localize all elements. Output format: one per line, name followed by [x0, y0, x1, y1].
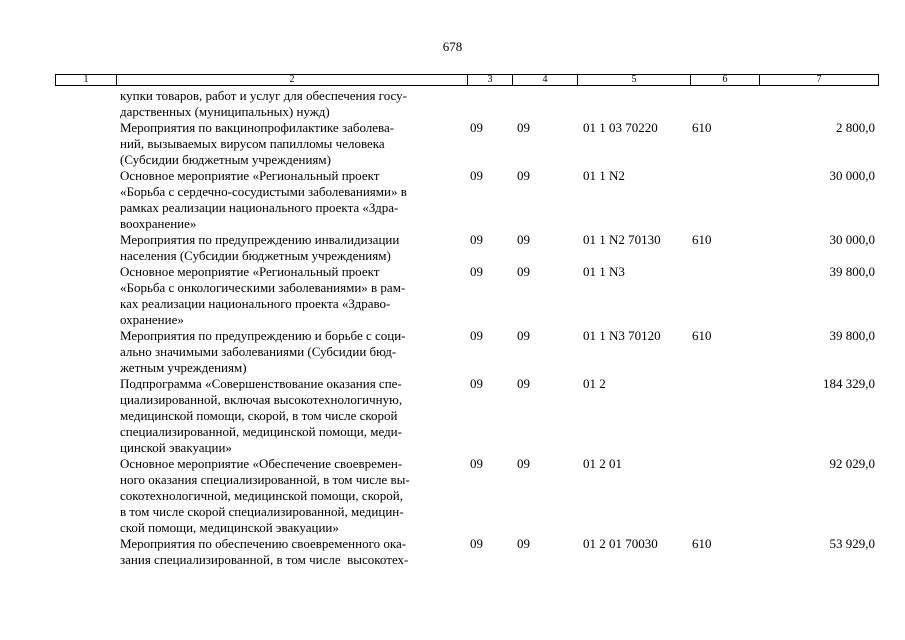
table-row — [0, 264, 905, 328]
row-expense-type-code: 610 — [692, 232, 712, 247]
description-line: Мероприятия по вакцинопрофилактике заболева- — [120, 120, 395, 135]
header-col-5: 5 — [577, 75, 690, 85]
row-subsection-code: 09 — [517, 376, 530, 391]
description-line: охранение» — [120, 312, 184, 327]
description-line: ской помощи, медицинской эвакуации» — [120, 520, 339, 535]
description-line: Основное мероприятие «Региональный проект — [120, 264, 380, 279]
row-amount: 2 800,0 — [836, 120, 875, 135]
row-section-code: 09 — [470, 168, 483, 183]
row-section-code: 09 — [470, 328, 483, 343]
header-col-7: 7 — [759, 75, 878, 85]
description-line: рамках реализации национального проекта «Здра- — [120, 200, 399, 215]
description-line: зания специализированной, в том числе высокотех- — [120, 552, 409, 567]
row-target-article-code: 01 1 N2 70130 — [583, 232, 661, 247]
description-line: Мероприятия по предупреждению инвалидизации — [120, 232, 400, 247]
table-row — [0, 88, 905, 120]
row-target-article-code: 01 1 N3 70120 — [583, 328, 661, 343]
row-subsection-code: 09 — [517, 536, 530, 551]
description-line: ного оказания специализированной, в том числе вы- — [120, 472, 410, 487]
row-description — [120, 376, 460, 456]
row-subsection-code: 09 — [517, 456, 530, 471]
row-amount: 184 329,0 — [823, 376, 875, 391]
header-col-1: 1 — [83, 74, 89, 85]
description-line: Мероприятия по предупреждению и борьбе с соци- — [120, 328, 406, 343]
description-line: купки товаров, работ и услуг для обеспечения госу- — [120, 88, 407, 103]
row-section-code: 09 — [470, 536, 483, 551]
description-line: Мероприятия по обеспечению своевременного ока- — [120, 536, 407, 551]
row-subsection-code: 09 — [517, 328, 530, 343]
row-target-article-code: 01 1 N2 — [583, 168, 625, 183]
row-expense-type-code: 610 — [692, 120, 712, 135]
description-line: цинской эвакуации» — [120, 440, 232, 455]
table-row — [0, 120, 905, 168]
description-line: Подпрограмма «Совершенствование оказания спе- — [120, 376, 402, 391]
description-line: Основное мероприятие «Обеспечение своевремен- — [120, 456, 403, 471]
row-description — [120, 536, 460, 568]
description-line: медицинской помощи, скорой, в том числе скорой — [120, 408, 398, 423]
row-description — [120, 88, 460, 120]
row-target-article-code: 01 1 N3 — [583, 264, 625, 279]
table-row — [0, 232, 905, 264]
row-subsection-code: 09 — [517, 168, 530, 183]
description-line: дарственных (муниципальных) нужд) — [120, 104, 330, 119]
row-target-article-code: 01 2 01 70030 — [583, 536, 658, 551]
row-description — [120, 232, 460, 264]
row-amount: 30 000,0 — [829, 232, 875, 247]
description-line: циализированной, включая высокотехнологичную, — [120, 392, 403, 407]
table-row — [0, 168, 905, 232]
row-target-article-code: 01 2 — [583, 376, 606, 391]
row-subsection-code: 09 — [517, 232, 530, 247]
row-target-article-code: 01 2 01 — [583, 456, 622, 471]
row-description — [120, 328, 460, 376]
row-amount: 53 929,0 — [829, 536, 875, 551]
description-line: населения (Субсидии бюджетным учреждениям) — [120, 248, 391, 263]
description-line: (Субсидии бюджетным учреждениям) — [120, 152, 331, 167]
row-amount: 92 029,0 — [829, 456, 875, 471]
row-section-code: 09 — [470, 376, 483, 391]
table-row — [0, 376, 905, 456]
row-description — [120, 168, 460, 232]
row-section-code: 09 — [470, 264, 483, 279]
header-col-4: 4 — [512, 75, 577, 85]
row-subsection-code: 09 — [517, 120, 530, 135]
table-row — [0, 456, 905, 536]
page-number: 678 — [442, 39, 463, 54]
table-row — [0, 536, 905, 568]
header-col-2: 2 — [116, 75, 467, 85]
description-line: специализированной, медицинской помощи, меди- — [120, 424, 402, 439]
row-expense-type-code: 610 — [692, 328, 712, 343]
row-section-code: 09 — [470, 232, 483, 247]
row-section-code: 09 — [470, 456, 483, 471]
header-col-3: 3 — [467, 75, 512, 85]
description-line: «Борьба с сердечно-сосудистыми заболеваниями» в — [120, 184, 407, 199]
description-line: ний, вызываемых вирусом папилломы человека — [120, 136, 385, 151]
row-description — [120, 120, 460, 168]
table-row — [0, 328, 905, 376]
row-amount: 30 000,0 — [829, 168, 875, 183]
description-line: жетным учреждениям) — [120, 360, 247, 375]
description-line: воохранение» — [120, 216, 197, 231]
row-expense-type-code: 610 — [692, 536, 712, 551]
description-line: ально значимыми заболеваниями (Субсидии бюд- — [120, 344, 397, 359]
row-amount: 39 800,0 — [829, 328, 875, 343]
description-line: Основное мероприятие «Региональный проект — [120, 168, 380, 183]
row-description — [120, 456, 460, 536]
row-subsection-code: 09 — [517, 264, 530, 279]
row-target-article-code: 01 1 03 70220 — [583, 120, 658, 135]
row-description — [120, 264, 460, 328]
description-line: ках реализации национального проекта «Здраво- — [120, 296, 391, 311]
row-amount: 39 800,0 — [829, 264, 875, 279]
description-line: сокотехнологичной, медицинской помощи, скорой, — [120, 488, 403, 503]
header-col-6: 6 — [690, 75, 759, 85]
table-header-row — [55, 74, 879, 86]
description-line: в том числе скорой специализированной, медицин- — [120, 504, 404, 519]
row-section-code: 09 — [470, 120, 483, 135]
description-line: «Борьба с онкологическими заболеваниями» в рам- — [120, 280, 406, 295]
